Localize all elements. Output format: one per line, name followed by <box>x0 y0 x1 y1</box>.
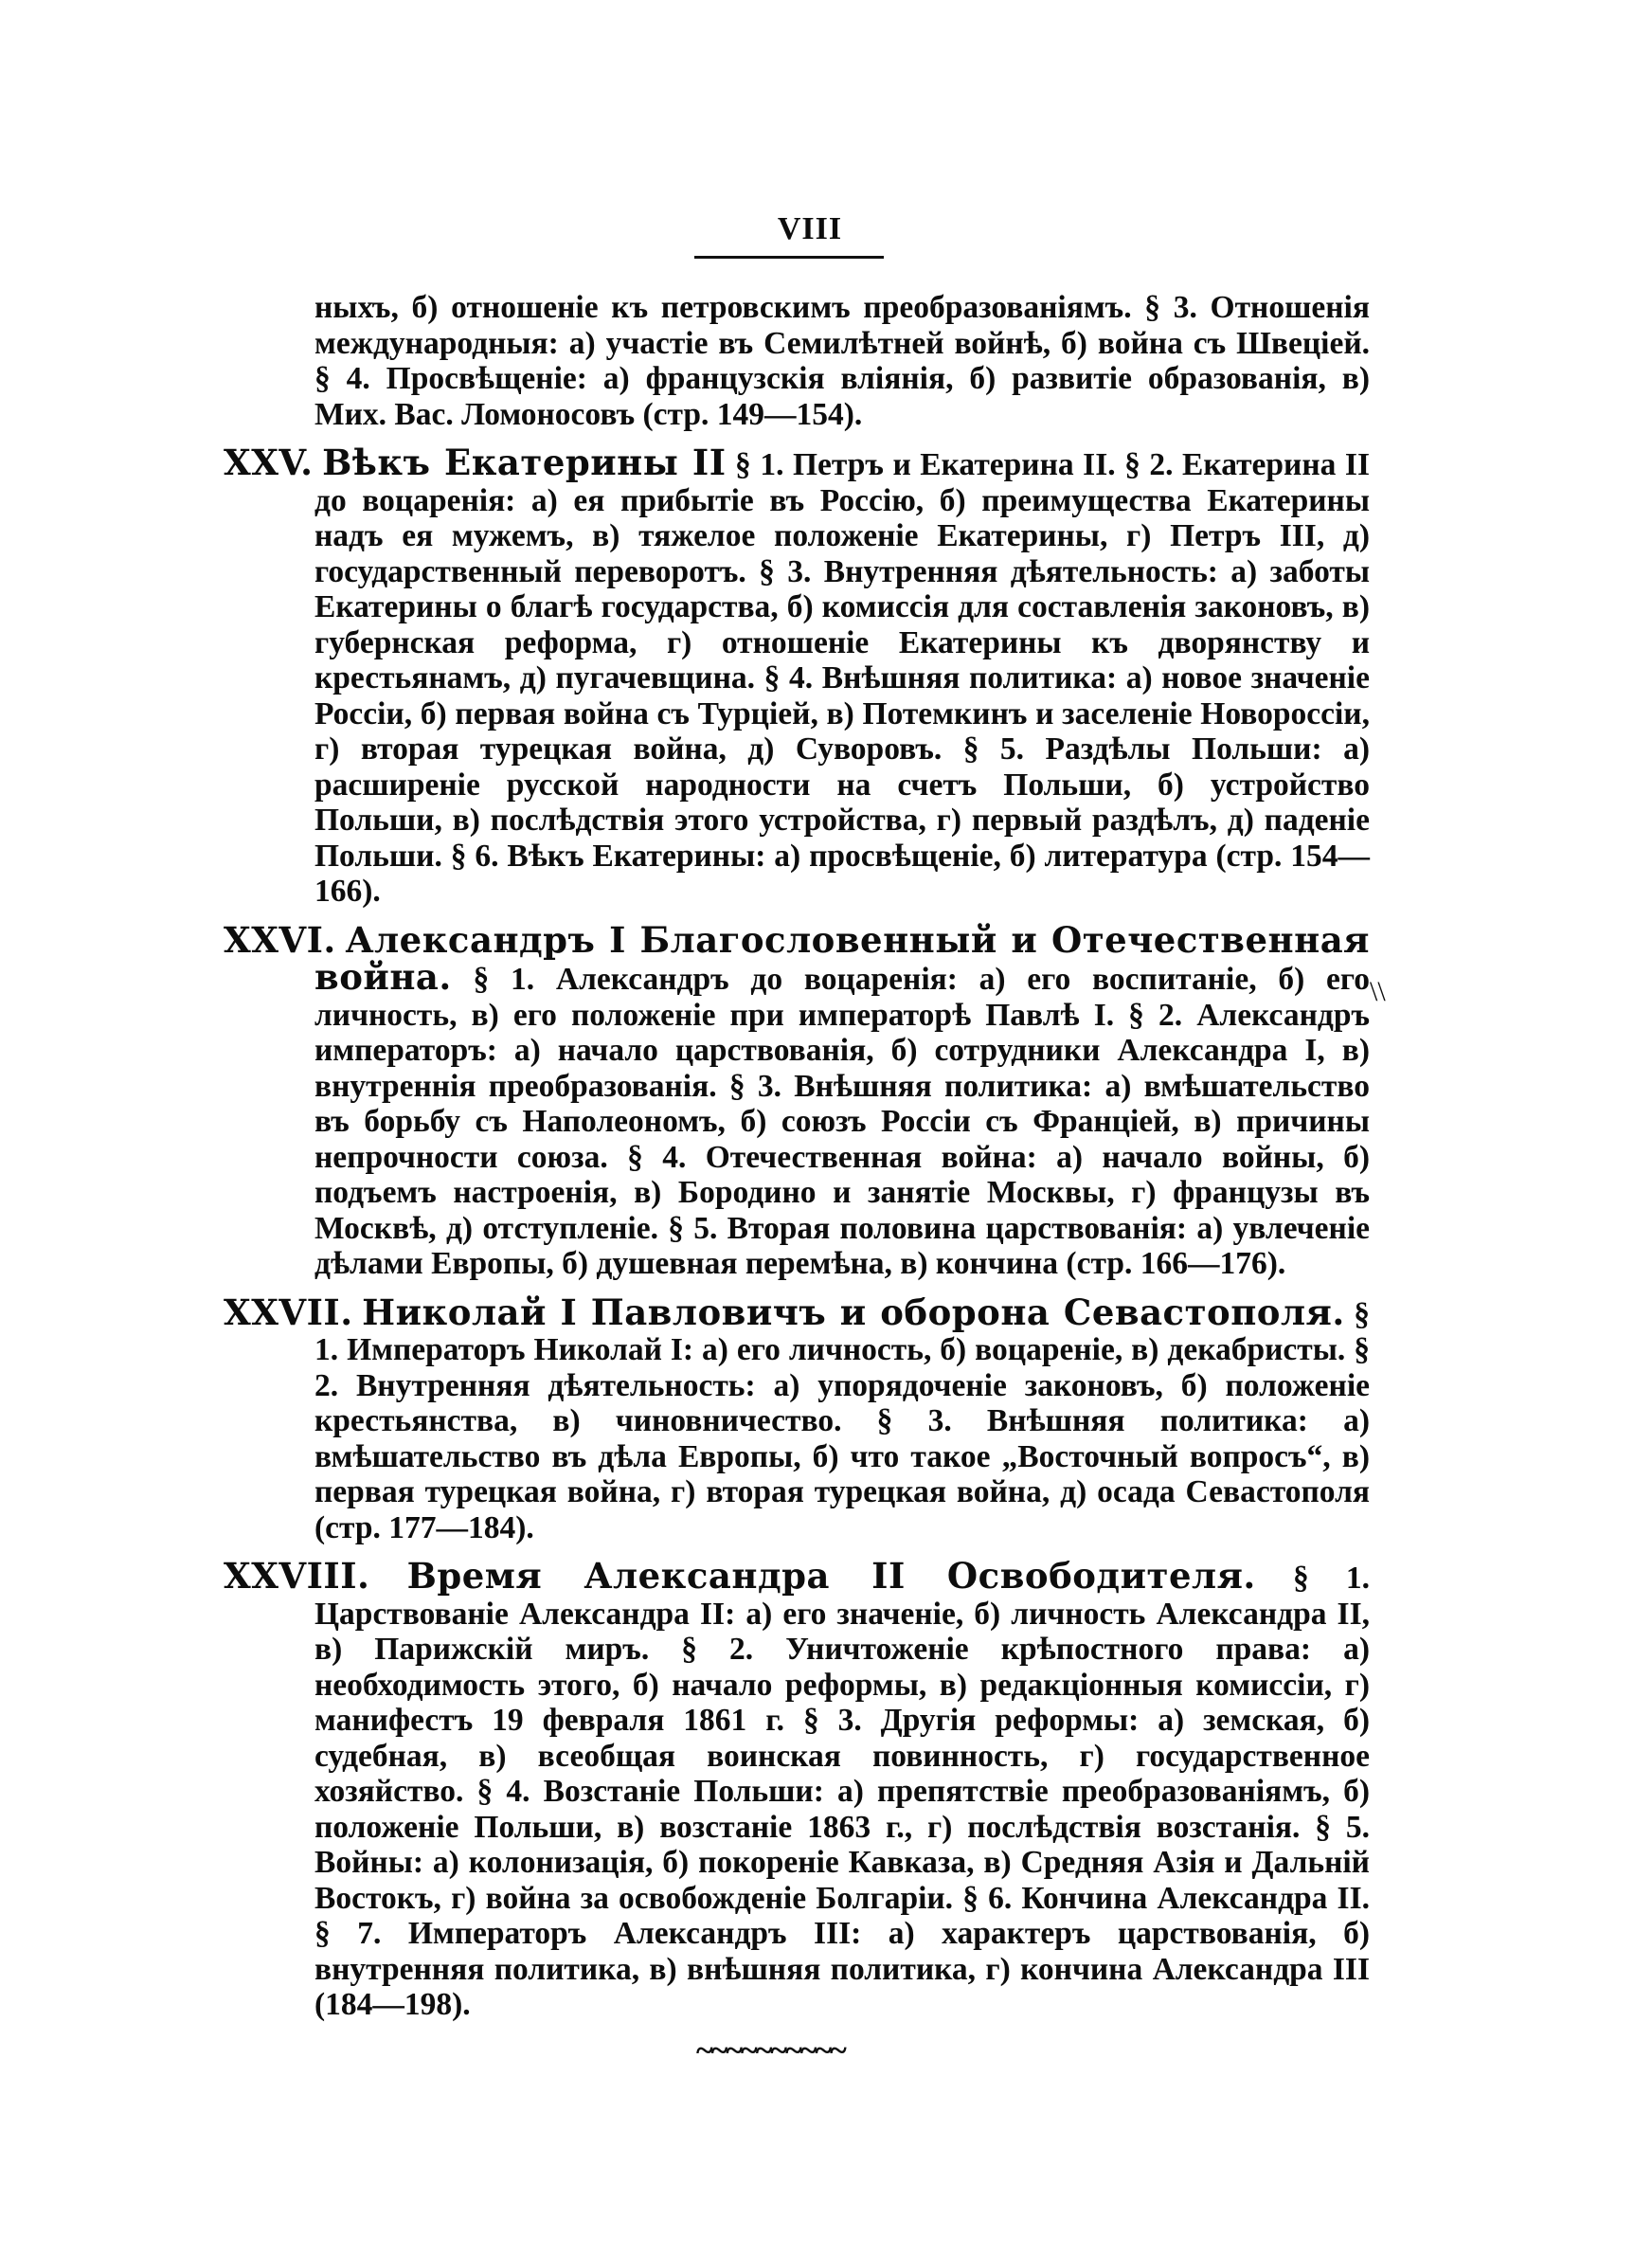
margin-mark: \\ <box>1370 976 1386 1007</box>
chapter-title: Вѣкъ Екатерины II <box>322 442 727 483</box>
end-ornament: ~~~~~~~~~~ <box>696 2033 845 2068</box>
chapter-number: XXVI. <box>224 918 336 961</box>
chapter-entry-xxviii <box>224 1555 1370 2023</box>
chapter-entry-xxv <box>224 442 1370 910</box>
chapter-summary: § 1. Императоръ Николай I: а) его личность, б) воцареніе, в) декабристы. § 2. Внутренняя дѣятельность: а) упорядоченіе законовъ, б) положеніе крестьянства, в) чиновничество. § 3. Внѣшняя политика: а) вмѣшательство въ дѣла Европы, б) что такое „Восточный вопросъ“, в) первая турецкая война, г) вторая турецкая война, д) осада Севастополя (стр. 177—184). <box>314 1296 1371 1545</box>
chapter-title: Александръ I Благословенный и Отечественная война. <box>314 918 1371 998</box>
chapter-number: XXVIII. <box>224 1555 370 1597</box>
chapter-entry-xxvii <box>224 1291 1371 1546</box>
chapter-title: Николай I Павловичъ и оборона Севастополя. <box>362 1291 1345 1333</box>
chapter-entry-xxvi <box>224 918 1371 1282</box>
chapter-summary: § 1. Александръ до воцаренія: а) его воспитаніе, б) его личность, в) его положеніе при императорѣ Павлѣ I. § 2. Александръ императоръ: а) начало царствованія, б) сотрудники Александра I, в) внутреннія преобразованія. § 3. Внѣшняя политика: а) вмѣшательство въ борьбу съ Наполеономъ, б) союзъ Россіи съ Франціей, в) причины непрочности союза. § 4. Отечественная война: а) начало войны, б) подъемъ настроенія, в) Бородино и занятіе Москвы, г) французы въ Москвѣ, д) отступленіе. § 5. Вторая половина царствованія: а) увлеченіе дѣлами Европы, б) душевная перемѣна, в) кончина (стр. 166—176). <box>314 962 1370 1281</box>
chapter-number: XXV. <box>224 442 314 483</box>
table-of-contents <box>224 290 1370 2023</box>
continued-entry-text: ныхъ, б) отношеніе къ петровскимъ преобразованіямъ. § 3. Отношенія международныя: а) участіе въ Семилѣтней войнѣ, б) война съ Швеціей. § 4. Просвѣщеніе: а) французскія вліянія, б) развитіе образованія, в) Мих. Вас. Ломоносовъ (стр. 149—154). <box>314 290 1370 432</box>
page-number: VIII <box>777 211 843 246</box>
chapter-number: XXVII. <box>224 1291 353 1333</box>
chapter-summary: § 1. Царствованіе Александра II: а) его значеніе, б) личность Александра II, в) Парижскій миръ. § 2. Уничтоженіе крѣпостного права: а) необходимость этого, б) начало реформы, в) редакціонныя комиссіи, г) манифестъ 19 февраля 1861 г. § 3. Другія реформы: а) земская, б) судебная, в) всеобщая воинская повинность, г) государственное хозяйство. § 4. Возстаніе Польши: а) препятствіе преобразованіямъ, б) положеніе Польши, в) возстаніе 1863 г., г) послѣдствія возстанія. § 5. Войны: а) колонизація, б) покореніе Кавказа, в) Средняя Азія и Дальній Востокъ, г) война за освобожденіе Болгаріи. § 6. Кончина Александра II. § 7. Императоръ Александръ III: а) характеръ царствованія, б) внутренняя политика, в) внѣшняя политика, г) кончина Александра III (184—198). <box>314 1561 1370 2022</box>
header-rule <box>694 256 884 259</box>
chapter-summary: § 1. Петръ и Екатерина II. § 2. Екатерина II до воцаренія: а) ея прибытіе въ Россію, б) преимущества Екатерины надъ ея мужемъ, в) тяжелое положеніе Екатерины, г) Петръ III, д) государственный переворотъ. § 3. Внутренняя дѣятельность: а) заботы Екатерины о благѣ государства, б) комиссія для составленія законовъ, в) губернская реформа, г) отношеніе Екатерины къ дворянству и крестьянамъ, д) пугачевщина. § 4. Внѣшняя политика: а) новое значеніе Россіи, б) первая война съ Турціей, в) Потемкинъ и заселеніе Новороссіи, г) вторая турецкая война, д) Суворовъ. § 5. Раздѣлы Польши: а) расширеніе русской народности на счетъ Польши, б) устройство Польши, в) послѣдствія этого устройства, г) первый раздѣлъ, д) паденіе Польши. § 6. Вѣкъ Екатерины: а) просвѣщеніе, б) литература (стр. 154—166). <box>314 447 1370 909</box>
chapter-title: Время Александра II Освободителя. <box>406 1555 1256 1597</box>
